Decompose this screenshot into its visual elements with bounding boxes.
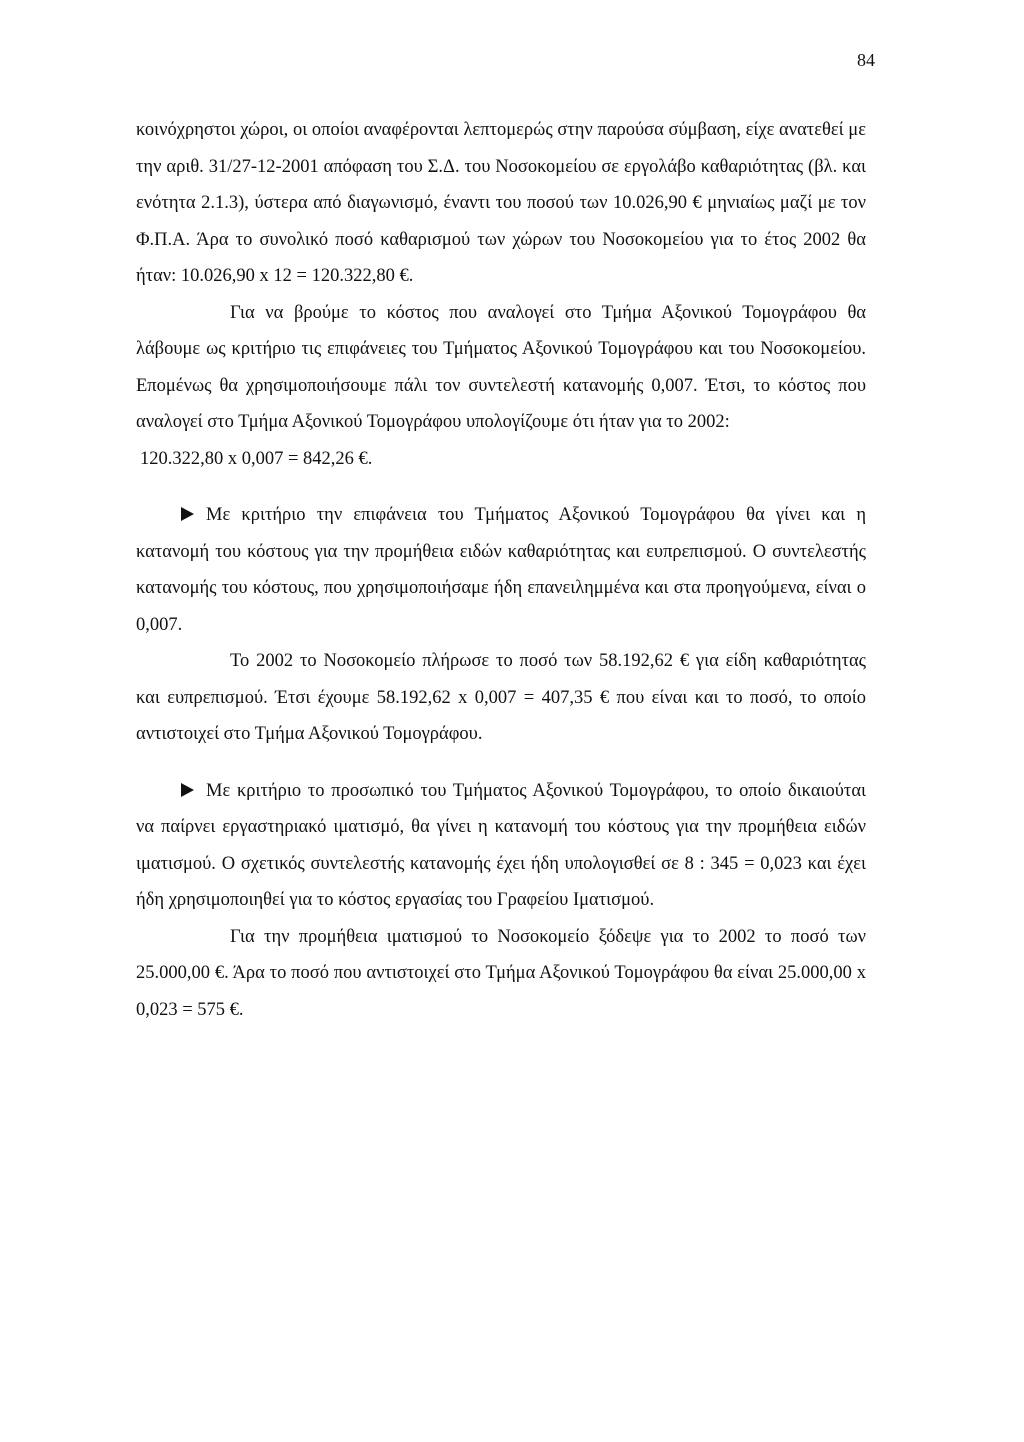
- bullet-text-cleaning-supplies: Με κριτήριο την επιφάνεια του Τμήματος Αξονικού Τομογράφου θα γίνει και η κατανομή του κόστους για την προμήθεια ειδών καθαριότητας και ευπρεπισμού. Ο συντελεστής κατανομής του κόστους, που χρησιμοποιήσαμε ήδη επανειλημμένα και στα προηγούμενα, είναι ο 0,007.: [136, 505, 866, 635]
- paragraph-cleaning-contract: κοινόχρηστοι χώροι, οι οποίοι αναφέρονται λεπτομερώς στην παρούσα σύμβαση, είχε ανατεθεί με την αριθ. 31/27-12-2001 απόφαση του Σ.Δ. του Νοσοκομείου σε εργολάβο καθαριότητας (βλ. και ενότητα 2.1.3), ύστερα από διαγωνισμό, έναντι του ποσού των 10.026,90 € μηνιαίως μαζί με τον Φ.Π.Α. Άρα το συνολικό ποσό καθαρισμού των χώρων του Νοσοκομείου για το έτος 2002 θα ήταν: 10.026,90 x 12 = 120.322,80 €.: [136, 120, 866, 286]
- paragraph-linen-cost: Για την προμήθεια ιματισμού το Νοσοκομείο ξόδεψε για το 2002 το ποσό των 25.000,00 €. Άρα το ποσό που αντιστοιχεί στο Τμήμα Αξονικού Τομογράφου θα είναι 25.000,00 x 0,023 = 575 €.: [136, 926, 866, 1020]
- right-triangle-bullet-icon: [181, 507, 194, 521]
- bullet-paragraph-cleaning-supplies: [136, 497, 866, 643]
- paragraph-cleaning-supplies-cost: Το 2002 το Νοσοκομείο πλήρωσε το ποσό των 58.192,62 € για είδη καθαριότητας και ευπρεπισμού. Έτσι έχουμε 58.192,62 x 0,007 = 407,35 € που είναι και το ποσό, το οποίο αντιστοιχεί στο Τμήμα Αξονικού Τομογράφου.: [136, 651, 866, 744]
- bullet-paragraph-linen: [136, 773, 866, 919]
- page-number: 84: [857, 50, 875, 70]
- right-triangle-bullet-icon: [181, 783, 194, 797]
- bullet-text-linen: Με κριτήριο το προσωπικό του Τμήματος Αξονικού Τομογράφου, το οποίο δικαιούται να παίρνει εργαστηριακό ιματισμό, θα γίνει η κατανομή του κόστους για την προμήθεια ειδών ιματισμού. Ο σχετικός συντελεστής κατανομής έχει ήδη υπολογισθεί σε 8 : 345 = 0,023 και έχει ήδη χρησιμοποιηθεί για το κόστος εργασίας του Γραφείου Ιματισμού.: [136, 780, 866, 910]
- calculation-cleaning-cost: 120.322,80 x 0,007 = 842,26 €.: [140, 448, 373, 469]
- paragraph-ct-cost-method: Για να βρούμε το κόστος που αναλογεί στο Τμήμα Αξονικού Τομογράφου θα λάβουμε ως κριτήριο τις επιφάνειες του Τμήματος Αξονικού Τομογράφου και του Νοσοκομείου. Επομένως θα χρησιμοποιήσουμε πάλι τον συντελεστή κατανομής 0,007. Έτσι, το κόστος που αναλογεί στο Τμήμα Αξονικού Τομογράφου υπολογίζουμε ότι ήταν για το 2002:: [136, 302, 866, 432]
- document-body: [136, 112, 866, 1028]
